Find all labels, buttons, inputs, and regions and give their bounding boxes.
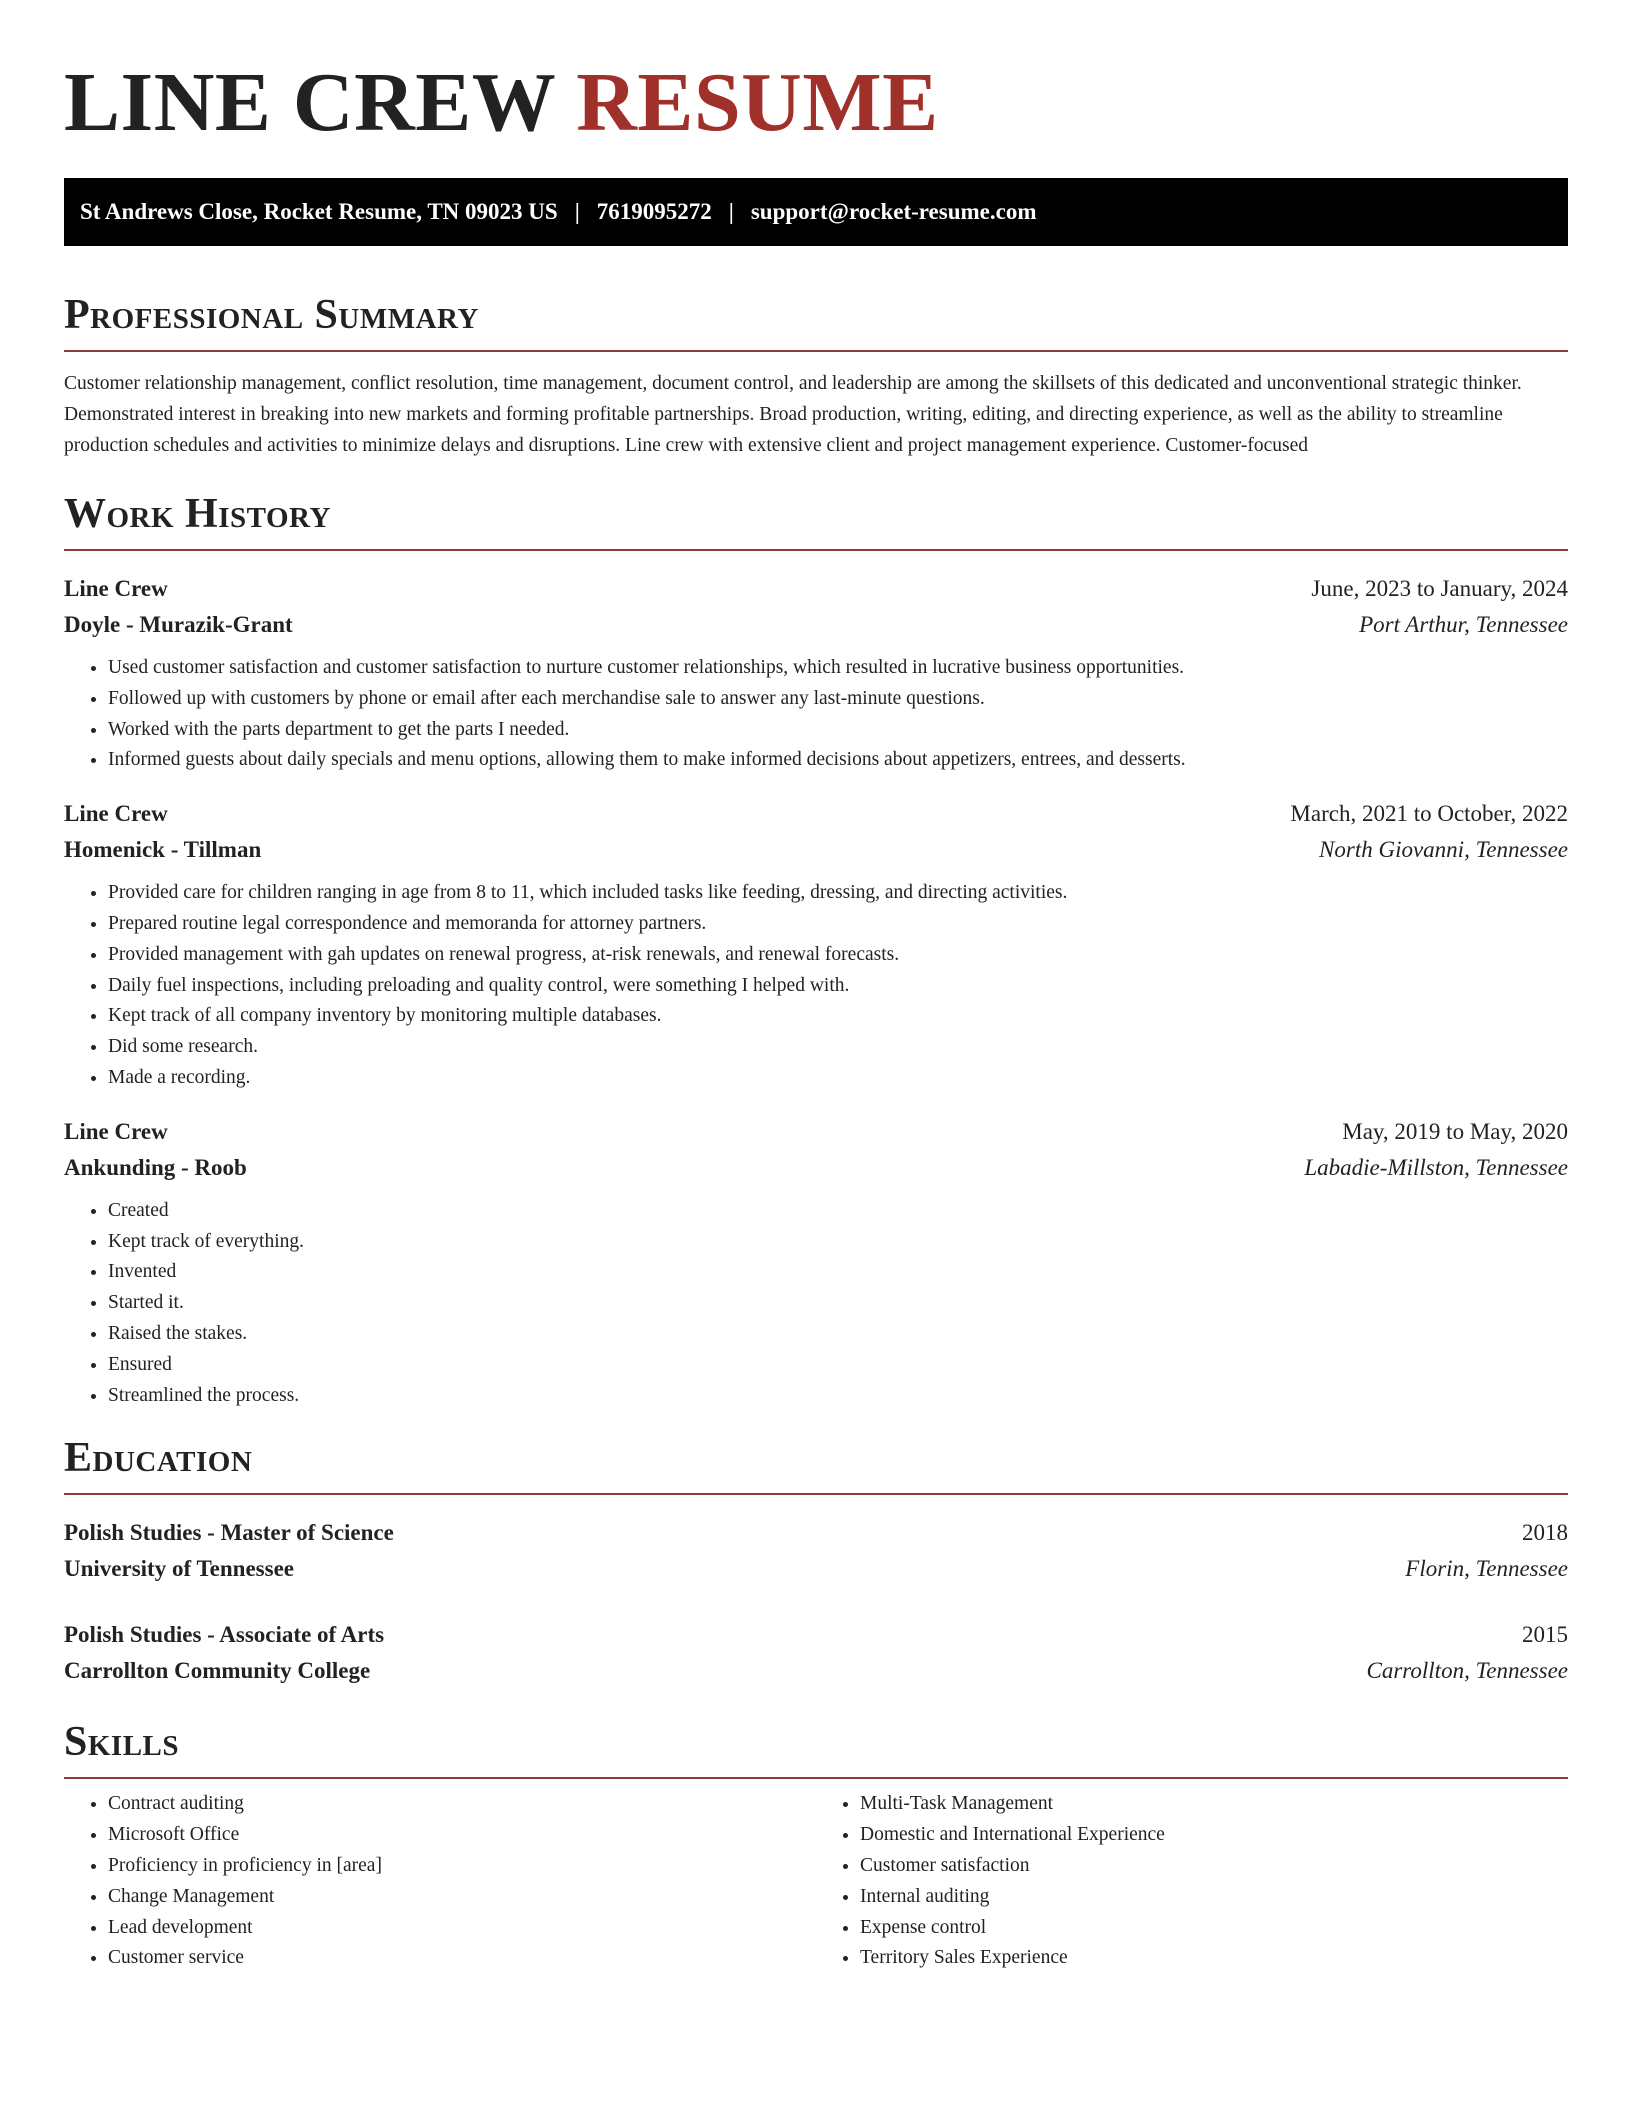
entry-row [64, 1653, 1568, 1689]
job-entry [64, 796, 1568, 1094]
list-item: • Made a recording. [108, 1063, 1568, 1094]
job-title: Line Crew [64, 801, 168, 827]
skill-item: • Expense control [860, 1913, 1568, 1944]
education-entry [64, 1515, 1568, 1587]
list-item: • Provided management with gah updates on renewal progress, at-risk renewals, and renewal forecasts. [108, 940, 1568, 971]
list-item: • Started it. [108, 1288, 1568, 1319]
job-title: Line Crew [64, 1118, 168, 1144]
job-dates: June, 2023 to January, 2024 [1311, 576, 1568, 601]
work-section [64, 489, 1568, 1411]
education-list [64, 1515, 1568, 1689]
skill-item: • Customer service [108, 1943, 816, 1974]
job-bullets [64, 653, 1568, 776]
list-item: • Provided care for children ranging in age from 8 to 11, which included tasks like feeding, dressing, and directing activities. [108, 878, 1568, 909]
list-item: • Streamlined the process. [108, 1381, 1568, 1412]
list-item: • Kept track of all company inventory by monitoring multiple databases. [108, 1001, 1568, 1032]
contact-address: St Andrews Close, Rocket Resume, TN 09023 US [80, 199, 558, 224]
job-company: Homenick - Tillman [64, 837, 262, 863]
list-item: • Daily fuel inspections, including preloading and quality control, were something I helped with. [108, 971, 1568, 1002]
education-degree: Polish Studies - Master of Science [64, 1520, 394, 1546]
education-heading: Education [64, 1433, 1568, 1495]
resume-title [64, 0, 1568, 148]
list-item: • Ensured [108, 1350, 1568, 1381]
job-bullets [64, 878, 1568, 1094]
skill-item: • Internal auditing [860, 1882, 1568, 1913]
education-entry [64, 1617, 1568, 1689]
job-company: Ankunding - Roob [64, 1154, 247, 1180]
entry-row [64, 1515, 1568, 1551]
skills-list-right [816, 1789, 1568, 1974]
skill-item: • Customer satisfaction [860, 1851, 1568, 1882]
contact-separator: | [728, 199, 734, 224]
entry-row [64, 1114, 1568, 1150]
skill-item: • Contract auditing [108, 1789, 816, 1820]
entry-row [64, 796, 1568, 832]
list-item: • Followed up with customers by phone or email after each merchandise sale to answer any last-minute questions. [108, 684, 1568, 715]
title-accent: RESUME [576, 56, 939, 149]
summary-section [64, 290, 1568, 461]
list-item: • Did some research. [108, 1032, 1568, 1063]
skill-item: • Proficiency in proficiency in [area] [108, 1851, 816, 1882]
entry-row [64, 1617, 1568, 1653]
education-school: University of Tennessee [64, 1556, 294, 1582]
list-item: • Worked with the parts department to get the parts I needed. [108, 715, 1568, 746]
skill-item: • Microsoft Office [108, 1820, 816, 1851]
contact-email: support@rocket-resume.com [750, 199, 1037, 224]
list-item: • Informed guests about daily specials and menu options, allowing them to make informed decisions about appetizers, entrees, and desserts. [108, 745, 1568, 776]
job-location: Labadie-Millston, Tennessee [1304, 1154, 1568, 1180]
skill-item: • Territory Sales Experience [860, 1943, 1568, 1974]
list-item: • Created [108, 1196, 1568, 1227]
job-list [64, 571, 1568, 1411]
contact-bar [64, 178, 1568, 246]
job-bullets [64, 1196, 1568, 1412]
skills-list-left [64, 1789, 816, 1974]
skill-item: • Domestic and International Experience [860, 1820, 1568, 1851]
job-location: North Giovanni, Tennessee [1319, 837, 1568, 863]
skill-item: • Multi-Task Management [860, 1789, 1568, 1820]
contact-phone: 7619095272 [596, 199, 712, 224]
education-section [64, 1433, 1568, 1689]
job-company: Doyle - Murazik-Grant [64, 612, 293, 637]
summary-heading: Professional Summary [64, 290, 1568, 352]
education-school: Carrollton Community College [64, 1658, 371, 1684]
education-year: 2015 [1522, 1622, 1568, 1648]
education-location: Florin, Tennessee [1405, 1556, 1568, 1582]
entry-row [64, 832, 1568, 868]
job-entry [64, 1114, 1568, 1412]
entry-row [64, 1150, 1568, 1186]
job-dates: May, 2019 to May, 2020 [1342, 1118, 1568, 1144]
contact-separator: | [574, 199, 580, 224]
job-location: Port Arthur, Tennessee [1359, 612, 1568, 637]
education-degree: Polish Studies - Associate of Arts [64, 1622, 385, 1648]
list-item: • Prepared routine legal correspondence and memoranda for attorney partners. [108, 909, 1568, 940]
list-item: • Kept track of everything. [108, 1227, 1568, 1258]
summary-text: Customer relationship management, conflict resolution, time management, document control, and leadership are among the skillsets of this dedicated and unconventional strategic thinker. Demonstrated interest in breaking into new markets and forming profitable partnerships. Broad production, writing, editing, and directing experience, as well as the ability to streamline production schedules and activities to minimize delays and disruptions. Line crew with extensive client and project management experience. Customer-focused [64, 373, 1522, 456]
education-location: Carrollton, Tennessee [1366, 1658, 1568, 1684]
skill-item: • Change Management [108, 1882, 816, 1913]
job-dates: March, 2021 to October, 2022 [1290, 801, 1568, 827]
entry-row [64, 571, 1568, 607]
entry-row [64, 607, 1568, 643]
skill-item: • Lead development [108, 1913, 816, 1944]
education-year: 2018 [1522, 1520, 1568, 1546]
title-main: LINE CREW [64, 56, 555, 149]
job-entry [64, 571, 1568, 776]
skills-heading: Skills [64, 1717, 1568, 1779]
skills-columns [64, 1789, 1568, 1974]
job-title: Line Crew [64, 576, 168, 601]
list-item: • Raised the stakes. [108, 1319, 1568, 1350]
list-item: • Used customer satisfaction and customer satisfaction to nurture customer relationships, which resulted in lucrative business opportunities. [108, 653, 1568, 684]
work-heading: Work History [64, 489, 1568, 551]
list-item: • Invented [108, 1257, 1568, 1288]
skills-section [64, 1717, 1568, 1974]
entry-row [64, 1551, 1568, 1587]
